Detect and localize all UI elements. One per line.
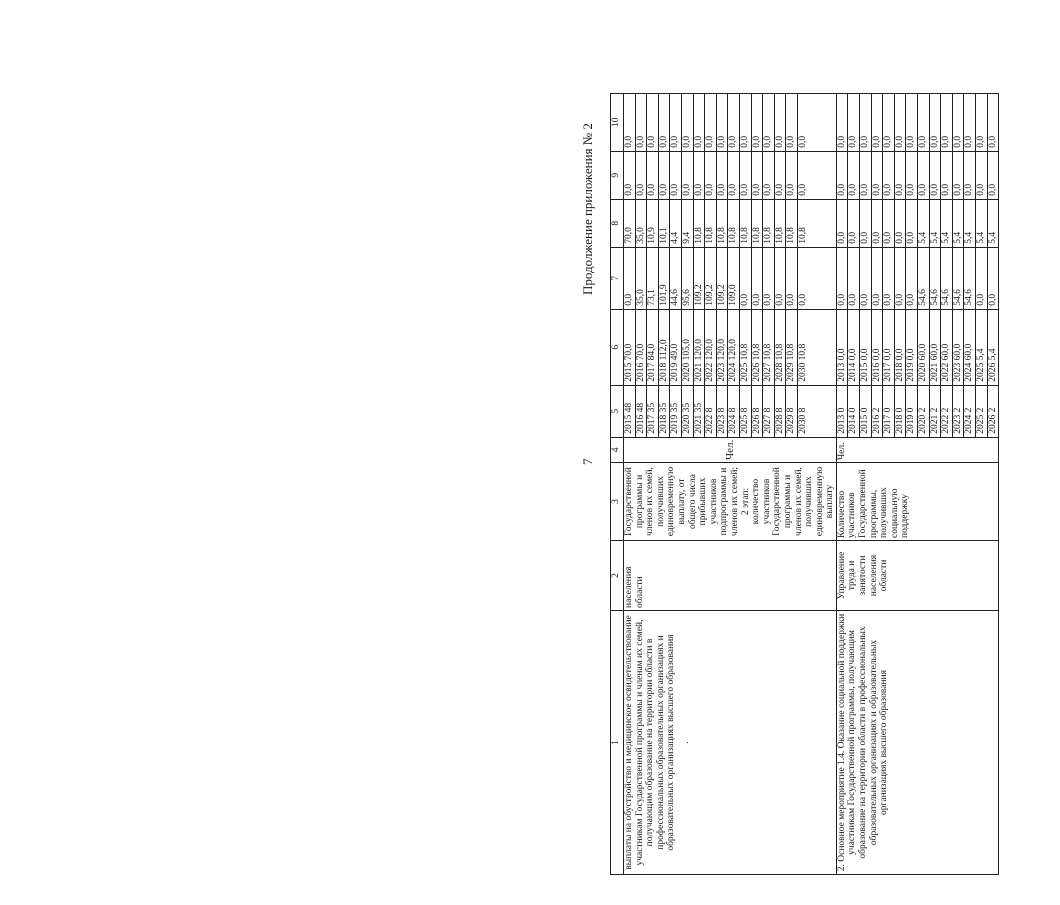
value-line: 0,0: [872, 94, 884, 151]
value-line: 0,0: [930, 152, 942, 199]
value-line: 2023 8: [717, 386, 729, 437]
value-line: 0,0: [705, 152, 717, 199]
value-line: 0,0: [883, 94, 895, 151]
value-line: 0,0: [918, 152, 930, 199]
value-line: 0,0: [717, 152, 729, 199]
value-line: 44,6: [670, 248, 682, 309]
value-line: 2026 5,4: [987, 348, 998, 382]
value-line: 2030 8: [797, 407, 808, 434]
value-line: 0,0: [848, 248, 860, 309]
value-line: 0,0: [694, 152, 706, 199]
value-line: 2015 48: [624, 386, 636, 437]
value-line: 0,0: [930, 94, 942, 151]
column-number: 10: [611, 93, 624, 151]
value-line: 10,8: [763, 200, 775, 247]
value-line: 0,0: [860, 152, 872, 199]
measure-description: выплаты на обустройство и медицинское освидетельствование участникам Государственной программы и членам их семей, получающим образование на территории области в профессиональных образовательных организациях и образовательных организациях высшего образования: [624, 615, 677, 870]
value-line: 0,0: [728, 94, 740, 151]
value-line: 0,0: [964, 152, 976, 199]
value-line: 0,0: [752, 94, 764, 151]
value-line: 0,0: [647, 152, 659, 199]
value-line: 5,4: [930, 200, 942, 247]
value-line: 0,0: [941, 94, 953, 151]
value-line: 0,0: [670, 152, 682, 199]
value-line: 0,0: [775, 94, 787, 151]
value-line: 2026 10,8: [752, 310, 764, 385]
value-line: 2025 5,4: [976, 310, 988, 385]
value-line: 0,0: [763, 152, 775, 199]
value-line: 2021 60,0: [930, 310, 942, 385]
value-line: 0,0: [786, 94, 798, 151]
value-line: 0,0: [895, 248, 907, 309]
value-line: 0,0: [906, 94, 918, 151]
value-line: 2017 0,0: [883, 310, 895, 385]
value-line: 0,0: [848, 152, 860, 199]
value-line: 0,0: [837, 94, 849, 151]
value-line: 2016 70,0: [636, 310, 648, 385]
value-line: 95,6: [682, 248, 694, 309]
column-number: 8: [611, 199, 624, 247]
value-line: 0,0: [837, 248, 849, 309]
value-line: 5,4: [987, 231, 998, 244]
value-line: 70,0: [624, 200, 636, 247]
local-funding-cell: [836, 151, 998, 199]
value-line: 2013 0: [837, 386, 849, 437]
value-line: 2027 8: [763, 386, 775, 437]
value-line: 2030 10,8: [797, 343, 808, 382]
other-funding-cell: [836, 93, 998, 151]
column-number: 7: [611, 247, 624, 309]
value-line: 0,0: [670, 94, 682, 151]
value-line: 0,0: [883, 152, 895, 199]
value-line: 0,0: [763, 94, 775, 151]
value-line: 2021 120,0: [694, 310, 706, 385]
value-line: 0,0: [682, 94, 694, 151]
value-line: 2017 35: [647, 386, 659, 437]
value-line: 10,1: [659, 200, 671, 247]
value-line: 2020 105,0: [682, 310, 694, 385]
regional-funding-cell: [836, 199, 998, 247]
value-line: 5,4: [953, 200, 965, 247]
value-line: 0,0: [694, 94, 706, 151]
value-line: 2025 10,8: [740, 310, 752, 385]
value-line: 0,0: [883, 248, 895, 309]
value-line: 2018 0,0: [895, 310, 907, 385]
column-number: 6: [611, 309, 624, 385]
column-number: 1: [611, 611, 624, 875]
value-line: 0,0: [775, 248, 787, 309]
value-line: 54,6: [930, 248, 942, 309]
value-line: 0,0: [797, 135, 808, 148]
value-line: 0,0: [976, 152, 988, 199]
value-line: 0,0: [906, 248, 918, 309]
value-line: 2016 0,0: [872, 310, 884, 385]
regional-funding-cell: [624, 199, 837, 247]
value-line: 0,0: [941, 152, 953, 199]
value-line: 2028 10,8: [775, 310, 787, 385]
value-line: 0,0: [797, 293, 808, 306]
value-line: 2027 10,8: [763, 310, 775, 385]
value-line: 2023 60,0: [953, 310, 965, 385]
indicator-cell: Государственной программы и членов их семей, получивших единовременную выплату, от общего числа прибывших участников подпрограммы и членов их семей; 2 этап: количество участников Государственной программы и членов их семей, получивших единовременную выплату: [624, 463, 837, 541]
value-line: 2018 35: [659, 386, 671, 437]
value-line: 2022 120,0: [705, 310, 717, 385]
value-line: 2025 8: [740, 386, 752, 437]
value-line: 2017 0: [883, 386, 895, 437]
value-line: 109,0: [728, 248, 740, 309]
value-line: 2029 8: [786, 386, 798, 437]
unit-cell: Чел.: [624, 437, 837, 462]
value-line: 2019 49,0: [670, 310, 682, 385]
value-line: 0,0: [987, 293, 998, 306]
value-line: 54,6: [918, 248, 930, 309]
value-line: 0,0: [872, 200, 884, 247]
value-line: 0,0: [682, 152, 694, 199]
column-number: 5: [611, 385, 624, 437]
executor-cell: Управление труда и занятости населения области: [836, 541, 998, 611]
value-line: 0,0: [763, 248, 775, 309]
value-line: 0,0: [752, 152, 764, 199]
value-line: 2015 0: [860, 386, 872, 437]
target-values-cell: [836, 385, 998, 437]
measure-description-extra: .: [680, 741, 691, 744]
measure-description-cell: [624, 611, 837, 875]
value-line: 54,6: [964, 248, 976, 309]
value-line: 2015 70,0: [624, 310, 636, 385]
page-number: 7: [580, 458, 595, 465]
value-line: 2022 8: [705, 386, 717, 437]
value-line: 10,8: [694, 200, 706, 247]
value-line: 2018 0: [895, 386, 907, 437]
value-line: 0,0: [717, 94, 729, 151]
value-line: 2019 0: [906, 386, 918, 437]
value-line: 0,0: [872, 152, 884, 199]
value-line: 0,0: [906, 152, 918, 199]
value-line: 2013 0,0: [837, 310, 849, 385]
federal-funding-cell: [836, 247, 998, 309]
executor-cell: населения области: [624, 541, 837, 611]
value-line: 0,0: [953, 94, 965, 151]
value-line: 0,0: [624, 152, 636, 199]
value-line: 0,0: [624, 94, 636, 151]
value-line: 2020 2: [918, 386, 930, 437]
value-line: 5,4: [976, 200, 988, 247]
value-line: 2022 2: [941, 386, 953, 437]
value-line: 0,0: [976, 94, 988, 151]
value-line: 109,2: [694, 248, 706, 309]
value-line: 0,0: [786, 152, 798, 199]
federal-funding-cell: [624, 247, 837, 309]
funding-total-cell: [624, 309, 837, 385]
other-funding-cell: [624, 93, 837, 151]
value-line: 0,0: [976, 248, 988, 309]
value-line: 2014 0: [848, 386, 860, 437]
value-line: 0,0: [918, 94, 930, 151]
value-line: 0,0: [740, 94, 752, 151]
value-line: 0,0: [860, 94, 872, 151]
value-line: 0,0: [752, 248, 764, 309]
value-line: 10,8: [705, 200, 717, 247]
column-number-row: [611, 93, 624, 874]
appendix-continuation-title: Продолжение приложения № 2: [580, 123, 595, 295]
table-row: [624, 93, 837, 874]
value-line: 2020 60,0: [918, 310, 930, 385]
value-line: 2024 8: [728, 386, 740, 437]
column-number: 9: [611, 151, 624, 199]
value-line: 2025 2: [976, 386, 988, 437]
value-line: 0,0: [647, 94, 659, 151]
table-row: [836, 93, 998, 874]
value-line: 54,6: [941, 248, 953, 309]
value-line: 2023 2: [953, 386, 965, 437]
measure-description-cell: 2. Основное мероприятие 1.4. Оказание социальной поддержки участникам Государственной программы, получающим образование на территории области в профессиональных образовательных организациях и образовательных организациях высшего образования: [836, 611, 998, 875]
value-line: 0,0: [987, 135, 998, 148]
value-line: 2023 120,0: [717, 310, 729, 385]
value-line: 0,0: [860, 200, 872, 247]
value-line: 5,4: [918, 200, 930, 247]
funding-total-cell: [836, 309, 998, 385]
indicator-cell: Количество участников Государственной программы, получивших социальную поддержку: [836, 463, 998, 541]
value-line: 10,8: [797, 227, 808, 244]
value-line: 10,8: [728, 200, 740, 247]
value-line: 54,6: [953, 248, 965, 309]
value-line: 0,0: [837, 152, 849, 199]
rotated-document-page: [570, 25, 1060, 885]
value-line: 109,2: [705, 248, 717, 309]
value-line: 2014 0,0: [848, 310, 860, 385]
value-line: 2019 35: [670, 386, 682, 437]
unit-cell: Чел.: [836, 437, 998, 462]
value-line: 2016 2: [872, 386, 884, 437]
value-line: 2024 120,0: [728, 310, 740, 385]
value-line: 9,4: [682, 200, 694, 247]
value-line: 10,8: [717, 200, 729, 247]
value-line: 0,0: [837, 200, 849, 247]
value-line: 0,0: [636, 94, 648, 151]
value-line: 0,0: [740, 152, 752, 199]
value-line: 0,0: [953, 152, 965, 199]
value-line: 0,0: [636, 152, 648, 199]
value-line: 2028 8: [775, 386, 787, 437]
value-line: 5,4: [941, 200, 953, 247]
value-line: 0,0: [659, 94, 671, 151]
target-values-cell: [624, 385, 837, 437]
value-line: 2017 84,0: [647, 310, 659, 385]
value-line: 2024 60,0: [964, 310, 976, 385]
value-line: 101,9: [659, 248, 671, 309]
value-line: 2026 8: [752, 386, 764, 437]
value-line: 0,0: [624, 248, 636, 309]
value-line: 2020 35: [682, 386, 694, 437]
value-line: 10,8: [740, 200, 752, 247]
value-line: 0,0: [775, 152, 787, 199]
value-line: 0,0: [848, 94, 860, 151]
value-line: 0,0: [872, 248, 884, 309]
value-line: 73,1: [647, 248, 659, 309]
value-line: 2015 0,0: [860, 310, 872, 385]
value-line: 2018 112,0: [659, 310, 671, 385]
column-number: 2: [611, 541, 624, 611]
value-line: 10,9: [647, 200, 659, 247]
value-line: 0,0: [895, 200, 907, 247]
value-line: 2021 35: [694, 386, 706, 437]
value-line: 4,4: [670, 200, 682, 247]
value-line: 2029 10,8: [786, 310, 798, 385]
value-line: 2022 60,0: [941, 310, 953, 385]
column-number: 4: [611, 437, 624, 462]
value-line: 109,2: [717, 248, 729, 309]
column-number: 3: [611, 463, 624, 541]
value-line: 0,0: [786, 248, 798, 309]
program-measures-table: [610, 93, 999, 875]
value-line: 0,0: [848, 200, 860, 247]
value-line: 0,0: [883, 200, 895, 247]
value-line: 2021 2: [930, 386, 942, 437]
value-line: 10,8: [775, 200, 787, 247]
value-line: 35,0: [636, 248, 648, 309]
value-line: 2016 48: [636, 386, 648, 437]
local-funding-cell: [624, 151, 837, 199]
value-line: 0,0: [728, 152, 740, 199]
value-line: 0,0: [705, 94, 717, 151]
value-line: 10,8: [752, 200, 764, 247]
value-line: 0,0: [895, 94, 907, 151]
value-line: 2024 2: [964, 386, 976, 437]
value-line: 10,8: [786, 200, 798, 247]
value-line: 5,4: [964, 200, 976, 247]
value-line: 0,0: [906, 200, 918, 247]
value-line: 2019 0,0: [906, 310, 918, 385]
value-line: 0,0: [987, 183, 998, 196]
value-line: 0,0: [860, 248, 872, 309]
value-line: 0,0: [659, 152, 671, 199]
value-line: 0,0: [797, 183, 808, 196]
value-line: 0,0: [895, 152, 907, 199]
value-line: 0,0: [964, 94, 976, 151]
value-line: 35,0: [636, 200, 648, 247]
value-line: 0,0: [740, 248, 752, 309]
value-line: 2026 2: [987, 407, 998, 434]
